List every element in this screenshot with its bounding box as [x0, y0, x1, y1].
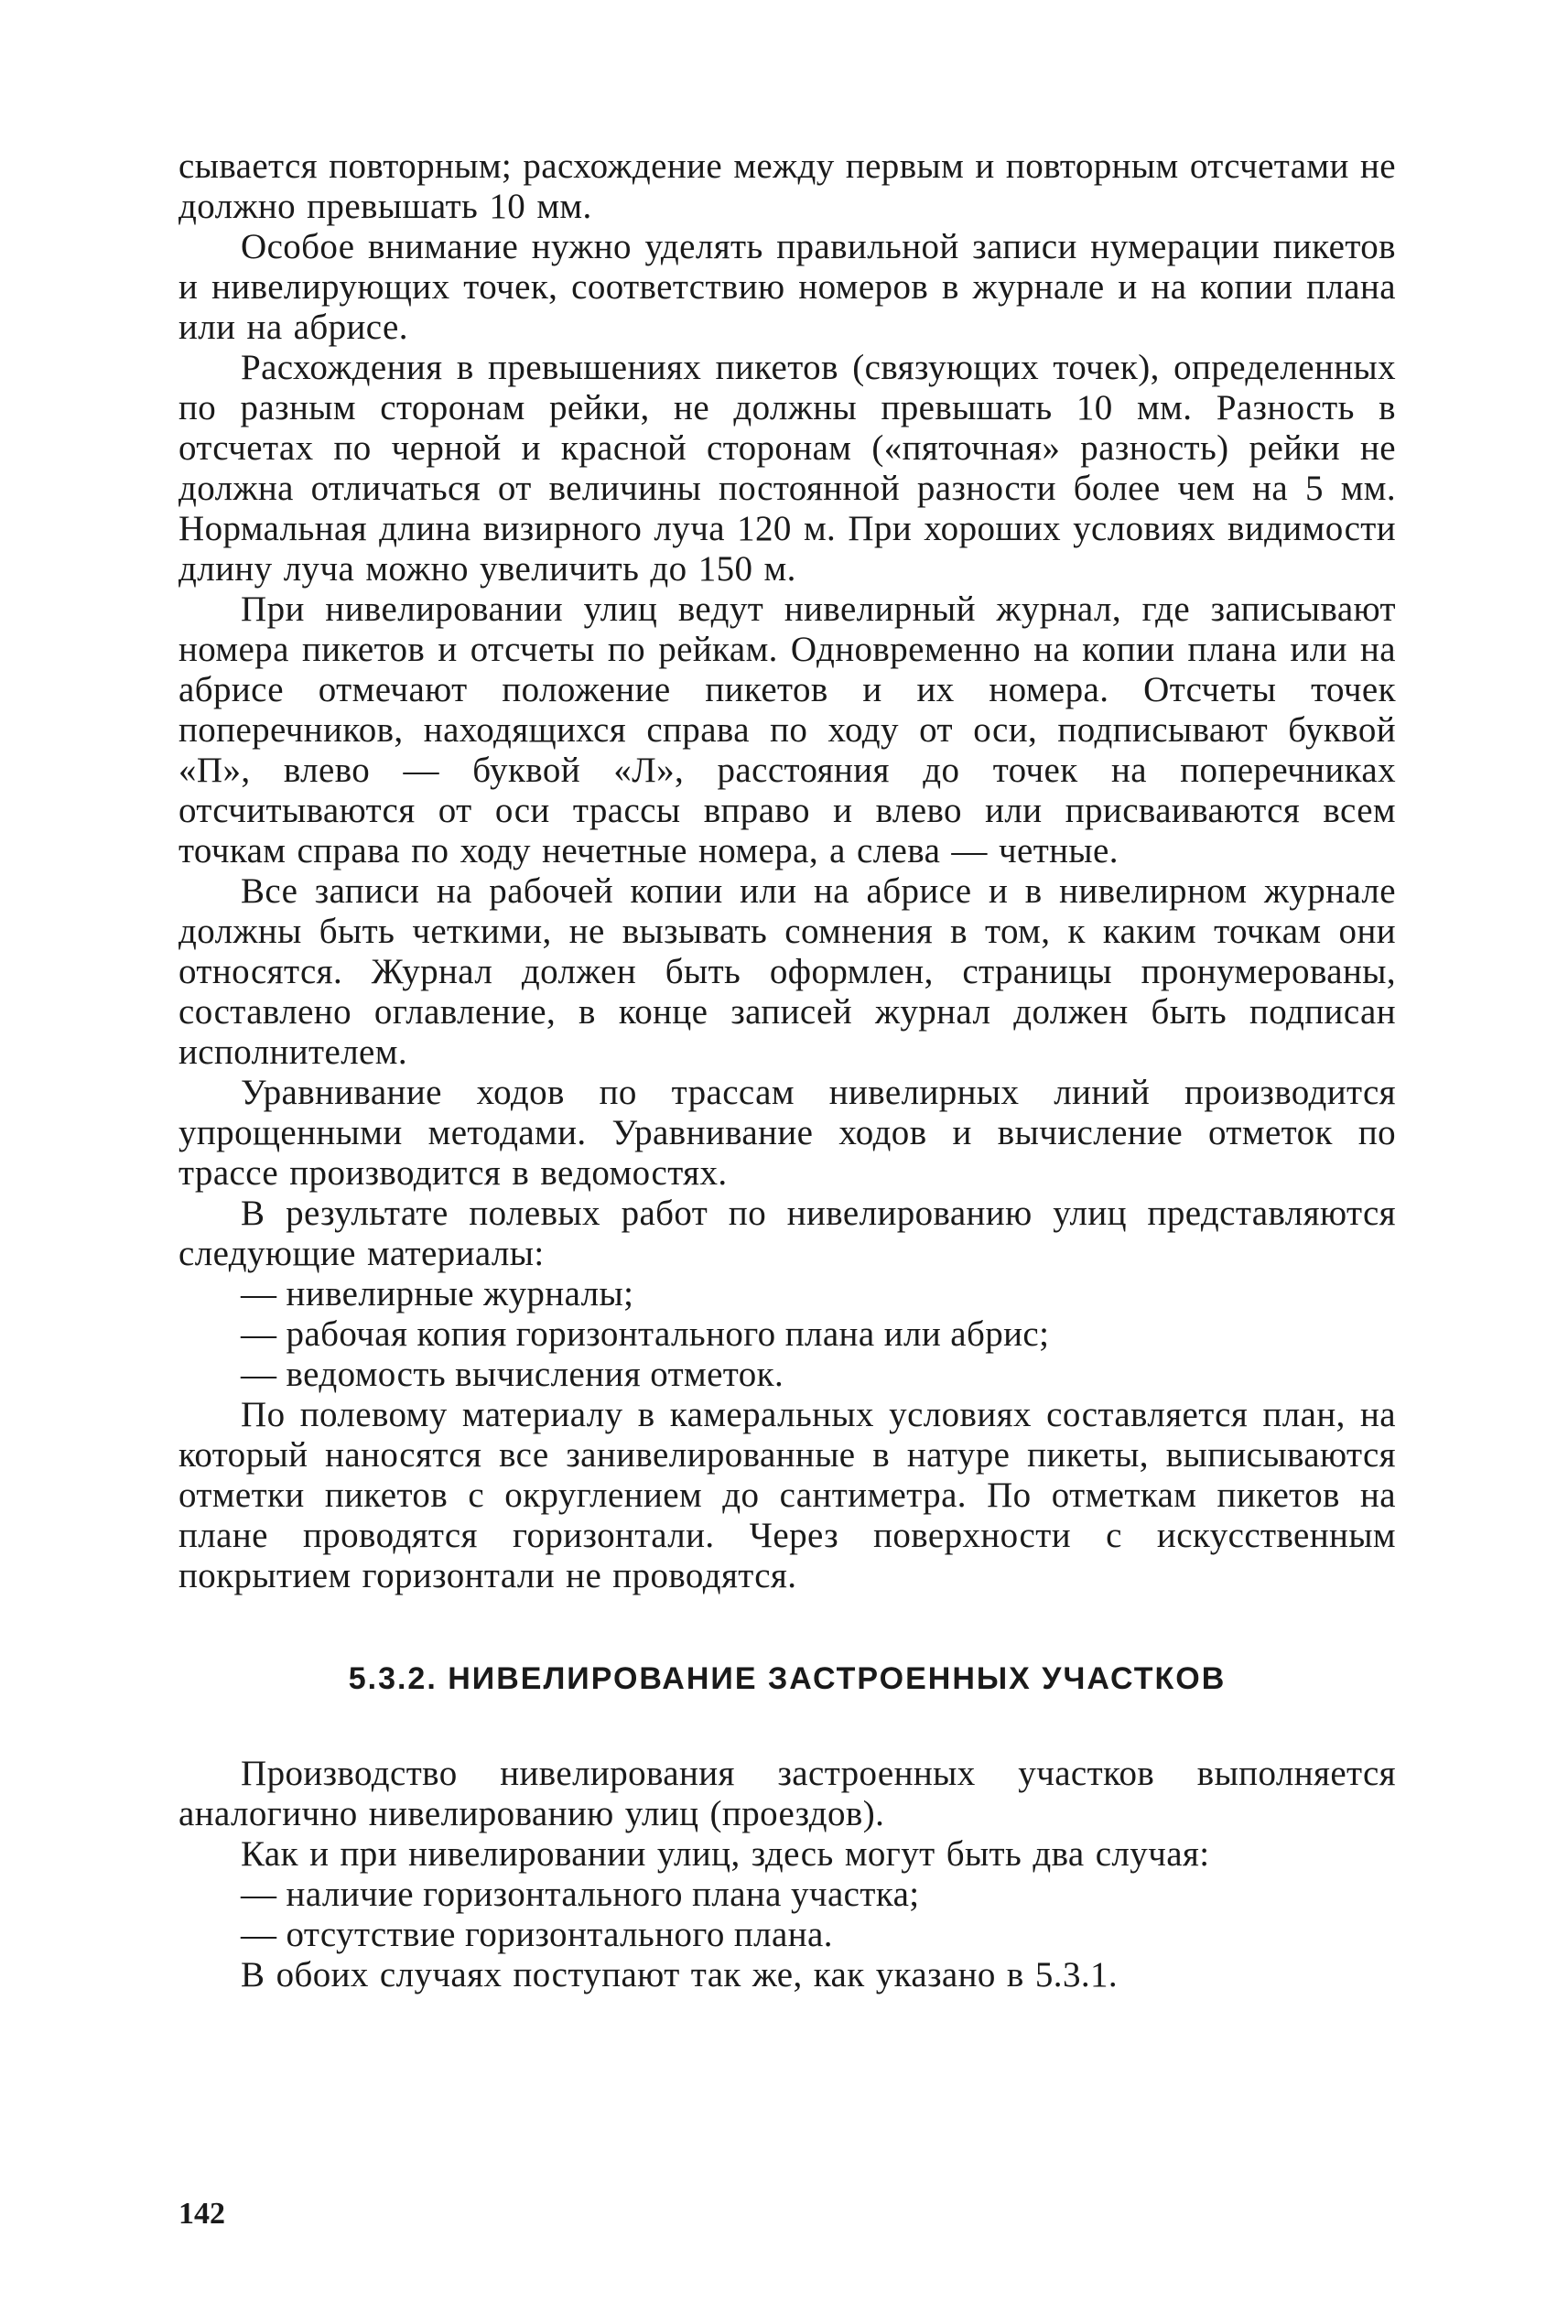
- paragraph-records: Все записи на рабочей копии или на абрисе и в нивелирном журнале должны быть четкими, не вызывать сомнения в том, к каким точкам они относятся. Журнал должен быть оформлен, страницы пронумерованы, составлено оглавление, в конце записей журнал должен быть подписан исполнителем.: [178, 871, 1396, 1072]
- paragraph-adjustment: Уравнивание ходов по трассам нивелирных линий производится упрощенными методами. Уравнивание ходов и вычисление отметок по трассе производится в ведомостях.: [178, 1073, 1396, 1193]
- paragraph-results: В результате полевых работ по нивелированию улиц представляются следующие материалы:: [178, 1194, 1396, 1273]
- list-item: — нивелирные журналы;: [241, 1274, 634, 1313]
- paragraph-continuation: сывается повторным; расхождение между первым и повторным отсчетами не должно превышать 10 мм.: [178, 146, 1396, 226]
- paragraph-numbering: Особое внимание нужно уделять правильной записи нумерации пикетов и нивелирующих точек, соответствию номеров в журнале и на копии плана или на абрисе.: [178, 227, 1396, 347]
- section-heading: 5.3.2. НИВЕЛИРОВАНИЕ ЗАСТРОЕННЫХ УЧАСТКОВ: [348, 1661, 1227, 1696]
- list-item: — наличие горизонтального плана участка;: [241, 1875, 920, 1914]
- page-body: [178, 146, 1396, 1995]
- paragraph-plan: По полевому материалу в камеральных условиях составляется план, на который наносятся все занивелированные в натуре пикеты, выписываются отметки пикетов с округлением до сантиметра. По отметкам пикетов на плане проводятся горизонтали. Через поверхности с искусственным покрытием горизонтали не проводятся.: [178, 1395, 1396, 1595]
- paragraph-street-leveling: При нивелировании улиц ведут нивелирный журнал, где записывают номера пикетов и отсчеты по рейкам. Одновременно на копии плана или на абрисе отмечают положение пикетов и их номера. Отсчеты точек поперечников, находящихся справа по ходу от оси, подписывают буквой «П», влево — буквой «Л», расстояния до точек на поперечниках отсчитываются от оси трассы вправо и влево или присваиваются всем точкам справа по ходу нечетные номера, а слева — четные.: [178, 589, 1396, 870]
- paragraph-closing: В обоих случаях поступают так же, как указано в 5.3.1.: [241, 1955, 1119, 1994]
- page-number: 142: [178, 2197, 225, 2231]
- paragraph-discrepancies: Расхождения в превышениях пикетов (связующих точек), определенных по разным сторонам рейки, не должны превышать 10 мм. Разность в отсчетах по черной и красной сторонам («пяточная» разность) рейки не должна отличаться от величины постоянной разности более чем на 5 мм. Нормальная длина визирного луча 120 м. При хороших условиях видимости длину луча можно увеличить до 150 м.: [178, 348, 1396, 589]
- list-item: — ведомость вычисления отметок.: [241, 1355, 784, 1394]
- list-item: — рабочая копия горизонтального плана или абрис;: [241, 1314, 1050, 1354]
- paragraph-section-intro: Производство нивелирования застроенных участков выполняется аналогично нивелированию улиц (проездов).: [178, 1754, 1396, 1833]
- list-item: — отсутствие горизонтального плана.: [241, 1915, 833, 1954]
- paragraph-cases-lead: Как и при нивелировании улиц, здесь могут быть два случая:: [241, 1834, 1210, 1874]
